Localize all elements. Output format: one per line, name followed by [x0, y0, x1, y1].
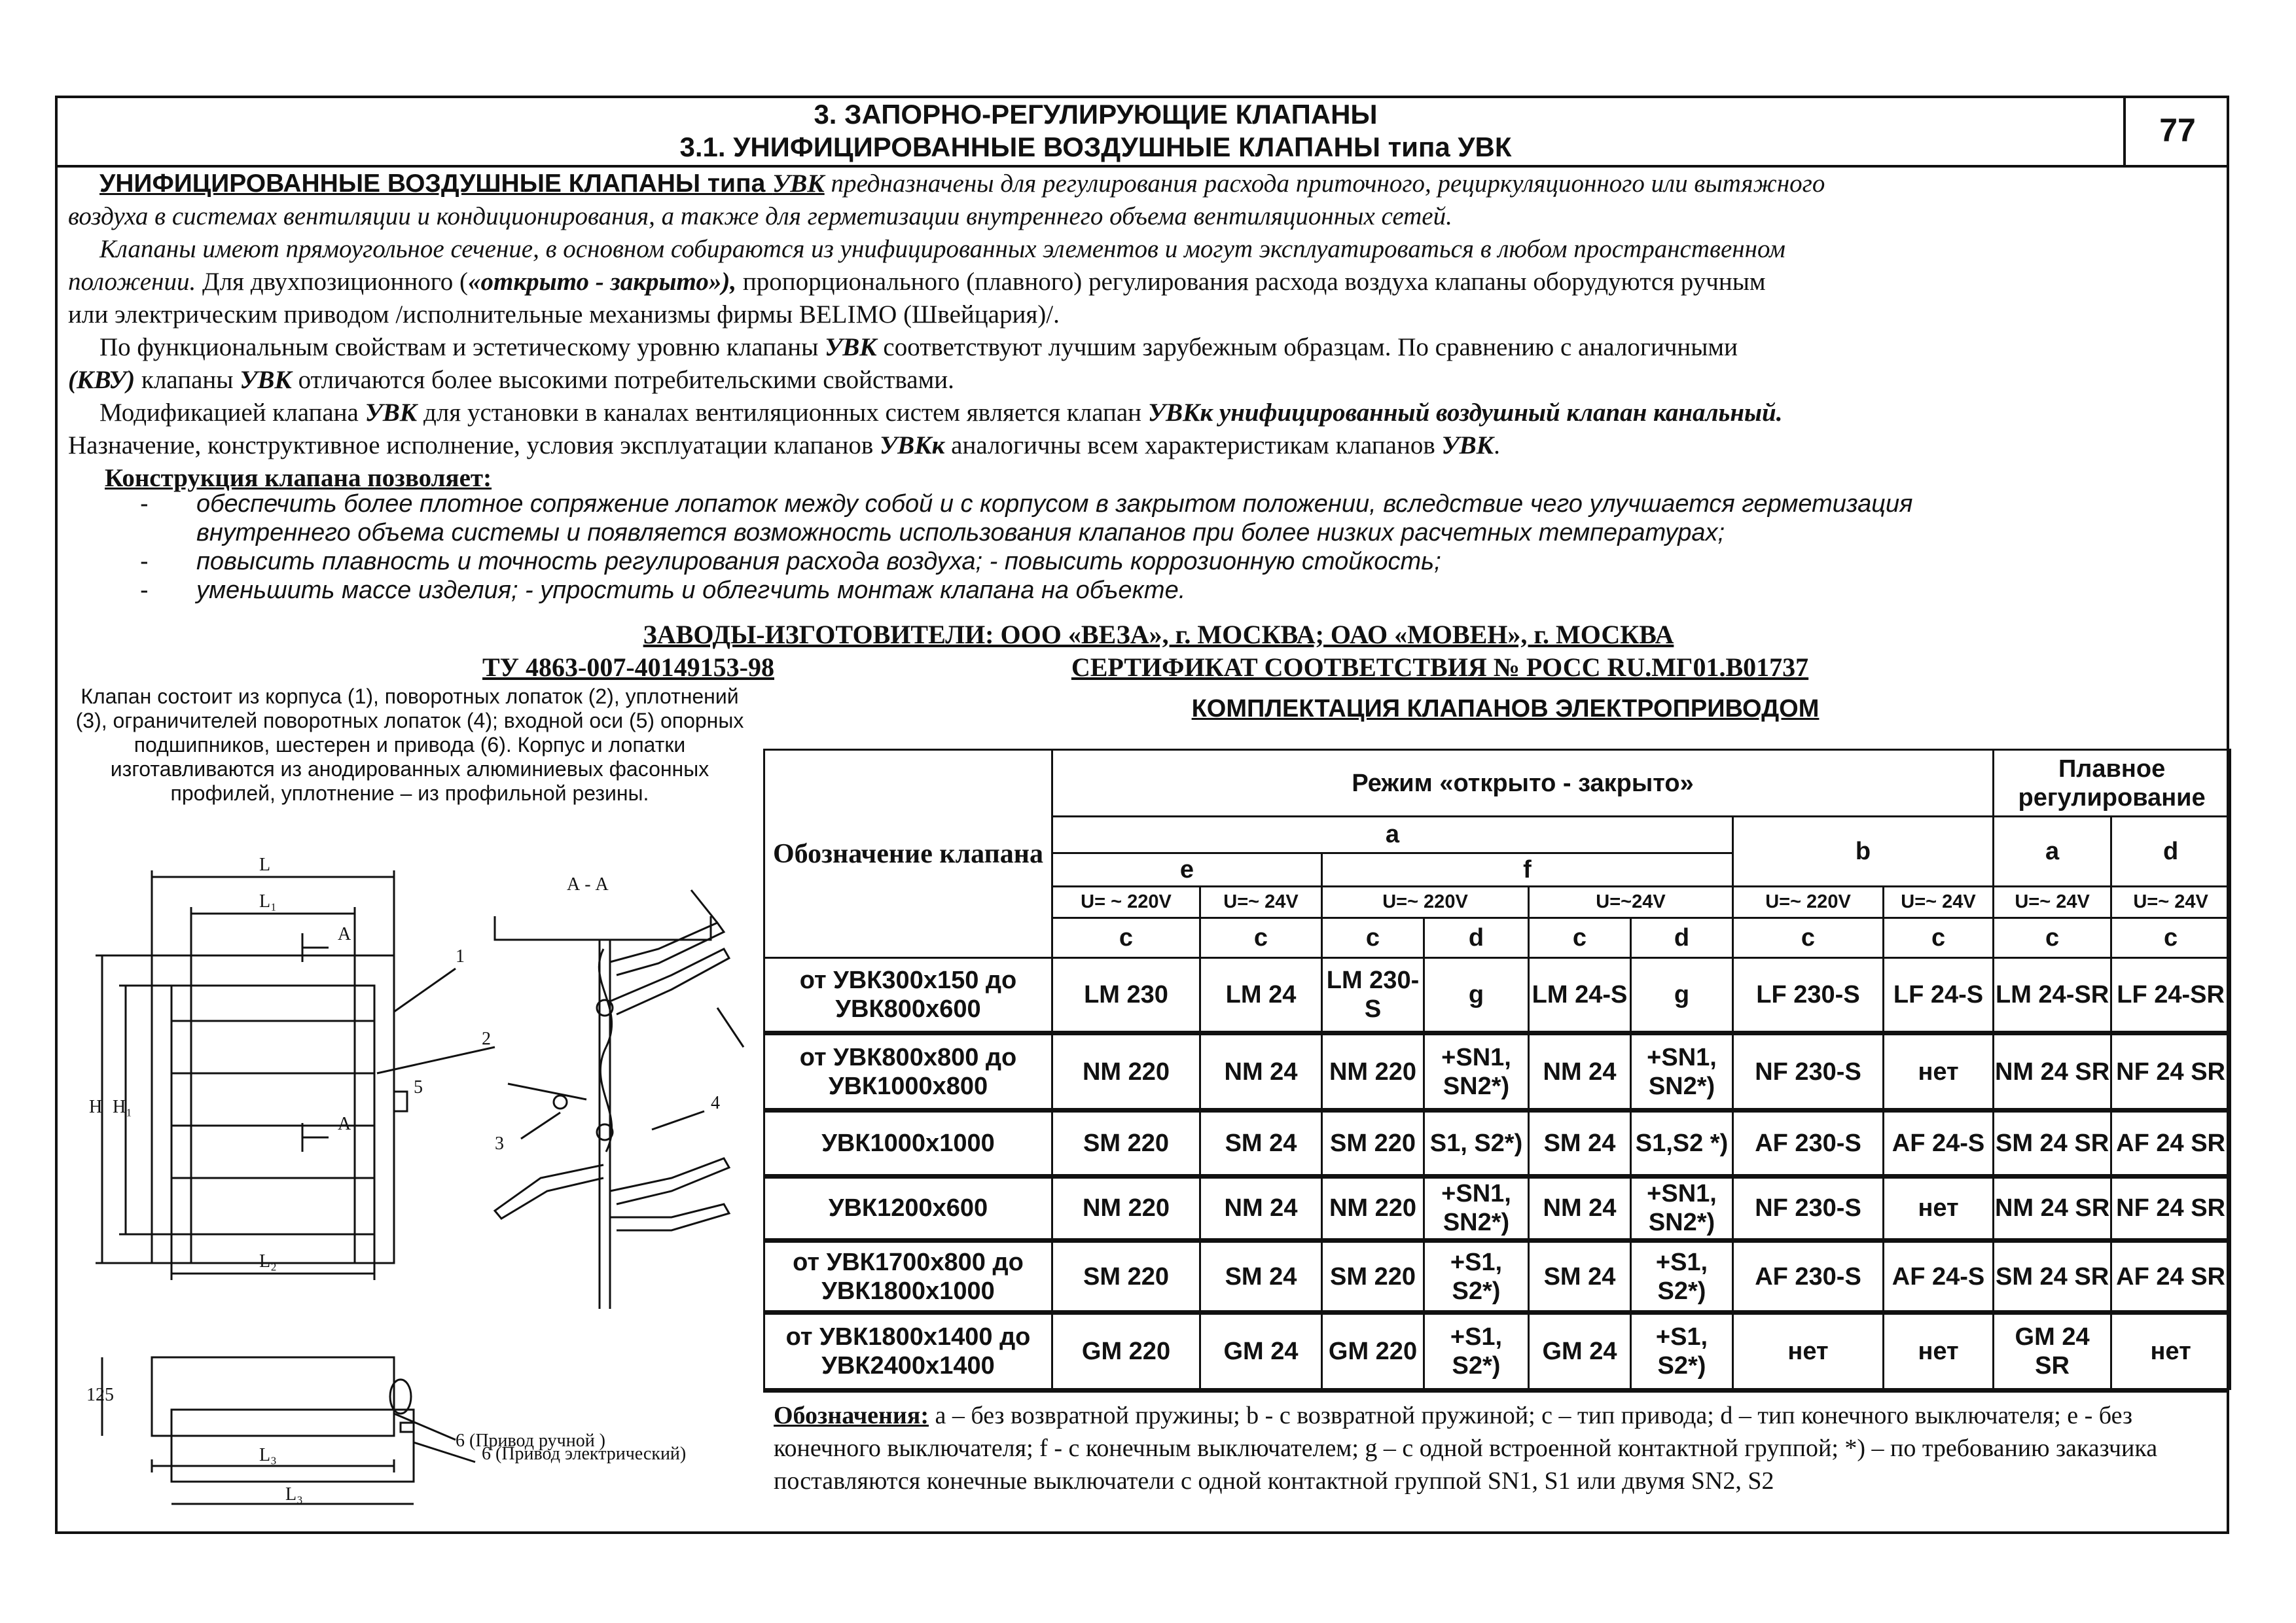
- intro-p2-b-italic: положении.: [68, 268, 196, 296]
- table-cell: NM 220: [1052, 1176, 1200, 1240]
- row-designation: от УВК300x150 до УВК800x600: [764, 958, 1052, 1033]
- smooth-d-header: d: [2111, 817, 2231, 886]
- intro-p2-c: или электрическим приводом /исполнительные механизмы фирмы BELIMO (Швейцария)/.: [68, 300, 1060, 329]
- bullet-dash: -: [140, 577, 149, 604]
- mark-a-top: A: [338, 924, 351, 944]
- table-cell: SM 24 SR: [1994, 1240, 2111, 1312]
- legend-text: a – без возвратной пружины; b - с возвратной пружиной; c – тип привода; d – тип конечного выключателя; e - без конечного выключателя; f - с конечным выключателем; g – с одной встроенной контактной группой; *) – по требованию заказчика поставляются конечные выключатели с одной контактной группой SN1, S1 или двумя SN2, S2: [774, 1402, 2158, 1495]
- bullet-dash: -: [140, 548, 149, 575]
- callout-3: 3: [495, 1133, 504, 1154]
- table-cell: GM 24: [1200, 1313, 1322, 1389]
- page-number: 77: [2123, 96, 2229, 165]
- table-cell: NM 24: [1200, 1033, 1322, 1111]
- valve-inner-frame: [171, 986, 374, 1234]
- callout-6-electric: 6 (Привод электрический): [482, 1444, 687, 1464]
- voltage-header: U=~ 24V: [1884, 886, 1994, 918]
- table-cell: SM 220: [1052, 1240, 1200, 1312]
- intro-p4-b3: .: [1494, 431, 1500, 459]
- axle-5: [394, 1092, 407, 1111]
- intro-p2-b-plain: Для двухпозиционного (: [196, 268, 469, 296]
- table-row: [764, 1240, 2231, 1312]
- callout-4: 4: [711, 1093, 720, 1113]
- electric-drive-body: [171, 1410, 414, 1482]
- row-designation: УВК1200x600: [764, 1176, 1052, 1240]
- dim-L2: L₂: [259, 1251, 277, 1272]
- col-designation-header: Обозначение клапана: [764, 750, 1052, 958]
- bullet-dash: -: [140, 490, 149, 518]
- table-cell: +S1, S2*): [1424, 1313, 1529, 1389]
- page-header: [55, 96, 2229, 168]
- table-cell: нет: [1884, 1313, 1994, 1389]
- table-cell: g: [1631, 958, 1733, 1033]
- table-cell: LM 24-S: [1529, 958, 1631, 1033]
- mode-smooth-header: Плавное регулирование: [1994, 750, 2231, 817]
- table-cell: NF 24 SR: [2111, 1176, 2231, 1240]
- intro-paragraph-1: [68, 168, 2202, 233]
- type-header: c: [1529, 918, 1631, 957]
- intro-p4-b-uvk: УВК: [1441, 431, 1494, 459]
- table-cell: NM 24: [1529, 1176, 1631, 1240]
- group-a-header: a: [1052, 817, 1733, 853]
- dim-125: 125: [86, 1385, 114, 1405]
- bullet-text: обеспечить более плотное сопряжение лопаток между собой и с корпусом в закрытом положении, вследствие чего улучшается герметизация: [196, 490, 1913, 518]
- table-cell: +S1, S2*): [1631, 1240, 1733, 1312]
- table-cell: +S1, S2*): [1631, 1313, 1733, 1389]
- bullet-text: повысить плавность и точность регулирования расхода воздуха; - повысить коррозионную стойкость;: [196, 548, 1441, 575]
- table-cell: AF 230-S: [1733, 1240, 1884, 1312]
- table-cell: нет: [1733, 1313, 1884, 1389]
- table-cell: NF 230-S: [1733, 1033, 1884, 1111]
- dim-L1: L₁: [259, 891, 277, 912]
- table-cell: LM 230-S: [1322, 958, 1424, 1033]
- intro-p1-b: воздуха в системах вентиляции и кондиционирования, а также для герметизации внутреннего объема вентиляционных сетей.: [68, 202, 1452, 230]
- intro-p1-a: предназначены для регулирования расхода приточного, рециркуляционного или вытяжного: [824, 169, 1825, 198]
- table-cell: AF 24 SR: [2111, 1111, 2231, 1176]
- table-cell: SM 220: [1322, 1111, 1424, 1176]
- intro-p2-b-bold: «открыто - закрыто»),: [468, 268, 737, 296]
- table-cell: GM 24: [1529, 1313, 1631, 1389]
- row-designation: от УВК800x800 до УВК1000x800: [764, 1033, 1052, 1111]
- bullet-text: уменьшить массе изделия; - упростить и облегчить монтаж клапана на объекте.: [196, 577, 1186, 604]
- type-header: c: [1994, 918, 2111, 957]
- voltage-header: U=~ 220V: [1733, 886, 1884, 918]
- callout-1: 1: [456, 946, 465, 967]
- dim-H1: H₁: [113, 1097, 132, 1117]
- dim-L: L: [259, 855, 271, 875]
- table-cell: S1,S2 *): [1631, 1111, 1733, 1176]
- dim-H: H: [89, 1097, 103, 1117]
- table-cell: нет: [2111, 1313, 2231, 1389]
- table-cell: AF 24 SR: [2111, 1240, 2231, 1312]
- legend: [763, 1390, 2229, 1534]
- dim-L3-electric: L₃: [285, 1484, 303, 1505]
- bullet-text: внутреннего объема системы и появляется возможность использования клапанов при более низких расчетных температурах;: [196, 519, 1725, 546]
- table-cell: SM 24: [1200, 1111, 1322, 1176]
- table-cell: нет: [1884, 1033, 1994, 1111]
- row-designation: УВК1000x1000: [764, 1111, 1052, 1176]
- table-cell: NM 220: [1322, 1033, 1424, 1111]
- mark-a-bottom: A: [338, 1114, 351, 1134]
- voltage-header: U=~24V: [1529, 886, 1733, 918]
- type-header: c: [2111, 918, 2231, 957]
- smooth-a-header: a: [1994, 817, 2111, 886]
- intro-p4-b1: Назначение, конструктивное исполнение, условия эксплуатации клапанов: [68, 431, 880, 459]
- table-cell: S1, S2*): [1424, 1111, 1529, 1176]
- intro-lead-uvk: УВК: [772, 169, 825, 198]
- intro-p3-a1: По функциональным свойствам и эстетическому уровню клапаны: [99, 333, 825, 361]
- table-caption: КОМПЛЕКТАЦИЯ КЛАПАНОВ ЭЛЕКТРОПРИВОДОМ: [1191, 695, 1820, 722]
- table-cell: AF 230-S: [1733, 1111, 1884, 1176]
- actuator-table: [763, 749, 2231, 1390]
- type-header: c: [1200, 918, 1322, 957]
- intro-p3-b1: клапаны: [135, 366, 240, 394]
- callout-5: 5: [414, 1077, 423, 1097]
- intro-p4-a2: для установки в каналах вентиляционных систем является клапан: [417, 399, 1148, 427]
- table-cell: NF 230-S: [1733, 1176, 1884, 1240]
- title-line-1: 3. ЗАПОРНО-РЕГУЛИРУЮЩИЕ КЛАПАНЫ: [814, 99, 1378, 130]
- table-cell: AF 24-S: [1884, 1240, 1994, 1312]
- tu-number: ТУ 4863-007-40149153-98: [482, 652, 774, 682]
- valve-description: Клапан состоит из корпуса (1), поворотных лопаток (2), уплотнений (3), ограничителей поворотных лопаток (4); входной оси (5) опорных подшипников, шестерен и привода (6). Корпус и лопатки изготавливаются из анодированных алюминиевых фасонных профилей, уплотнение – из профильной резины.: [75, 685, 744, 805]
- legend-label: Обозначения:: [774, 1402, 929, 1429]
- intro-p4-uvkk: УВКк: [880, 431, 945, 459]
- table-row: [764, 1111, 2231, 1176]
- table-row: [764, 1176, 2231, 1240]
- intro-p3-kvu: (КВУ): [68, 366, 135, 394]
- row-designation: от УВК1800x1400 до УВК2400x1400: [764, 1313, 1052, 1389]
- table-cell: NF 24 SR: [2111, 1033, 2231, 1111]
- callout-2: 2: [482, 1029, 491, 1049]
- table-cell: нет: [1884, 1176, 1994, 1240]
- intro-p4-uvk: УВК: [365, 399, 418, 427]
- table-cell: SM 24: [1200, 1240, 1322, 1312]
- table-cell: NM 24 SR: [1994, 1176, 2111, 1240]
- table-cell: SM 24: [1529, 1240, 1631, 1312]
- section-a-a-label: А - А: [567, 874, 609, 895]
- table-cell: NM 24: [1529, 1033, 1631, 1111]
- table-cell: LF 24-S: [1884, 958, 1994, 1033]
- table-cell: LF 24-SR: [2111, 958, 2231, 1033]
- voltage-header: U=~ 24V: [1994, 886, 2111, 918]
- table-cell: NM 220: [1052, 1033, 1200, 1111]
- construction-heading: Конструкция клапана позволяет:: [105, 464, 492, 492]
- intro-p3-b2: отличаются более высокими потребительскими свойствами.: [291, 366, 954, 394]
- table-row: [764, 1033, 2231, 1111]
- table-cell: LM 24: [1200, 958, 1322, 1033]
- table-cell: GM 220: [1322, 1313, 1424, 1389]
- table-cell: GM 24 SR: [1994, 1313, 2111, 1389]
- type-header: c: [1322, 918, 1424, 957]
- table-cell: GM 220: [1052, 1313, 1200, 1389]
- voltage-header: U= ~ 220V: [1052, 886, 1200, 918]
- voltage-header: U=~ 24V: [1200, 886, 1322, 918]
- sub-f-header: f: [1322, 853, 1733, 886]
- table-cell: g: [1424, 958, 1529, 1033]
- electric-drive-drawing: [63, 1397, 761, 1508]
- voltage-header: U=~ 24V: [2111, 886, 2231, 918]
- table-cell: +SN1, SN2*): [1424, 1176, 1529, 1240]
- intro-p3-b-uvk: УВК: [240, 366, 292, 394]
- table-cell: LM 230: [1052, 958, 1200, 1033]
- intro-p4-a1: Модификацией клапана: [99, 399, 365, 427]
- bullet-item: [68, 547, 2202, 576]
- table-cell: +SN1, SN2*): [1631, 1033, 1733, 1111]
- valve-body-outline: [152, 955, 394, 1263]
- intro-lead: УНИФИЦИРОВАННЫЕ ВОЗДУШНЫЕ КЛАПАНЫ типа: [99, 169, 773, 198]
- callout-6-manual: 6 (Привод ручной ): [456, 1431, 606, 1451]
- table-cell: SM 220: [1322, 1240, 1424, 1312]
- table-cell: +S1, S2*): [1424, 1240, 1529, 1312]
- manufacturers: ЗАВОДЫ-ИЗГОТОВИТЕЛИ: ООО «ВЕЗА», г. МОСКВА; ОАО «МОВЕН», г. МОСКВА: [643, 620, 1674, 649]
- table-row: [764, 1313, 2231, 1389]
- sub-e-header: e: [1052, 853, 1322, 886]
- dim-L3: L₃: [259, 1445, 277, 1465]
- table-cell: SM 24: [1529, 1111, 1631, 1176]
- bullet-item: [68, 576, 2202, 605]
- table-cell: LM 24-SR: [1994, 958, 2111, 1033]
- intro-p2-a: Клапаны имеют прямоугольное сечение, в основном собираются из унифицированных элементов и могут эксплуатироваться в любом пространственном: [99, 235, 1785, 263]
- voltage-header: U=~ 220V: [1322, 886, 1529, 918]
- table-cell: NM 24 SR: [1994, 1033, 2111, 1111]
- group-b-header: b: [1733, 817, 1994, 886]
- table-cell: +SN1, SN2*): [1631, 1176, 1733, 1240]
- table-cell: SM 24 SR: [1994, 1111, 2111, 1176]
- table-cell: +SN1, SN2*): [1424, 1033, 1529, 1111]
- bullet-item: [68, 490, 2202, 518]
- section-title: [55, 98, 2136, 164]
- table-cell: NM 24: [1200, 1176, 1322, 1240]
- intro-p3-a2: соответствуют лучшим зарубежным образцам. По сравнению с аналогичными: [876, 333, 1738, 361]
- intro-paragraph-2: [68, 233, 2202, 331]
- intro-p3-uvk: УВК: [825, 333, 877, 361]
- type-header: d: [1424, 918, 1529, 957]
- intro-paragraph-4: [68, 397, 2202, 462]
- intro-p4-b2: аналогичны всем характеристикам клапанов: [944, 431, 1442, 459]
- intro-p4-bold: УВКк унифицированный воздушный клапан канальный.: [1147, 399, 1783, 427]
- mode-open-close-header: Режим «открыто - закрыто»: [1052, 750, 1994, 817]
- type-header: d: [1631, 918, 1733, 957]
- intro-p2-b-rest: пропорционального (плавного) регулирования расхода воздуха клапаны оборудуются ручным: [736, 268, 1766, 296]
- type-header: c: [1733, 918, 1884, 957]
- table-cell: LF 230-S: [1733, 958, 1884, 1033]
- type-header: c: [1052, 918, 1200, 957]
- table-cell: SM 220: [1052, 1111, 1200, 1176]
- title-line-2: 3.1. УНИФИЦИРОВАННЫЕ ВОЗДУШНЫЕ КЛАПАНЫ типа УВК: [679, 132, 1512, 162]
- certificate: СЕРТИФИКАТ СООТВЕТСТВИЯ № РОСС RU.МГ01.В01737: [1071, 652, 1809, 682]
- table-cell: NM 220: [1322, 1176, 1424, 1240]
- intro-paragraph-3: [68, 331, 2202, 397]
- construction-list: [68, 490, 2202, 605]
- bullet-item: [68, 518, 2202, 547]
- table-cell: AF 24-S: [1884, 1111, 1994, 1176]
- row-designation: от УВК1700x800 до УВК1800x1000: [764, 1240, 1052, 1312]
- table-row: [764, 958, 2231, 1033]
- type-header: c: [1884, 918, 1994, 957]
